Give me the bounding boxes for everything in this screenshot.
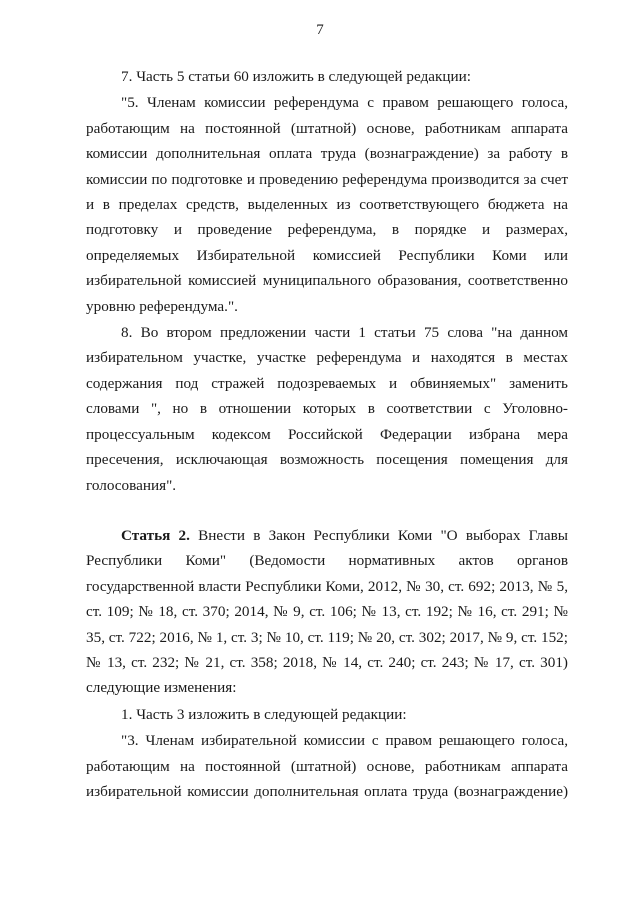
paragraph-article-2 bbox=[86, 523, 568, 701]
paragraph-quote-part-3: "3. Членам избирательной комиссии с правом решающего голоса, работающим на постоянной (штатной) основе, работникам аппарата избирательной комиссии дополнительная оплата труда (вознаграждение) bbox=[86, 732, 568, 800]
paragraph-quote-part-5: "5. Членам комиссии референдума с правом решающего голоса, работающим на постоянной (штатной) основе, работникам аппарата комиссии дополнительная оплата труда (вознаграждение) за работу в комиссии по подготовке и проведению референдума производится за счет и в пределах средств, выделенных из соответствующего бюджета на подготовку и проведение референдума, в порядке и размерах, определяемых Избирательной комиссией Республики Коми или избирательной комиссией муниципального образования, соответственно уровню референдума.". bbox=[86, 94, 568, 315]
document-body bbox=[86, 64, 568, 804]
paragraph-item-1: 1. Часть 3 изложить в следующей редакции: bbox=[121, 705, 407, 723]
paragraph-item-7: 7. Часть 5 статьи 60 изложить в следующей редакции: bbox=[121, 68, 472, 85]
article-2-text: Внести в Закон Республики Коми "О выборах Главы Республики Коми" (Ведомости нормативных актов органов государственной власти Республики Коми, 2012, № 30, ст. 692; 2013, № 5, ст. 109; № 18, ст. 370; 2014, № 9, ст. 106; № 13, ст. 192; № 16, ст. 291; № 35, ст. 722; 2016, № 1, ст. 3; № 10, ст. 119; № 20, ст. 302; 2017, № 9, ст. 152; № 13, ст. 232; № 21, ст. 358; 2018, № 14, ст. 240; ст. 243; № 17, ст. 301) следующие изменения: bbox=[86, 526, 568, 697]
page-number: 7 bbox=[316, 22, 324, 38]
paragraph-item-8: 8. Во втором предложении части 1 статьи 75 слова "на данном избирательном участке, участке референдума и находятся в местах содержания под стражей подозреваемых и обвиняемых" заменить словами ", но в отношении которых в соответствии с Уголовно-процессуальным кодексом Российской Федерации избрана мера пресечения, исключающая возможность посещения помещения для голосования". bbox=[86, 324, 568, 494]
article-heading: Статья 2. bbox=[121, 526, 190, 544]
